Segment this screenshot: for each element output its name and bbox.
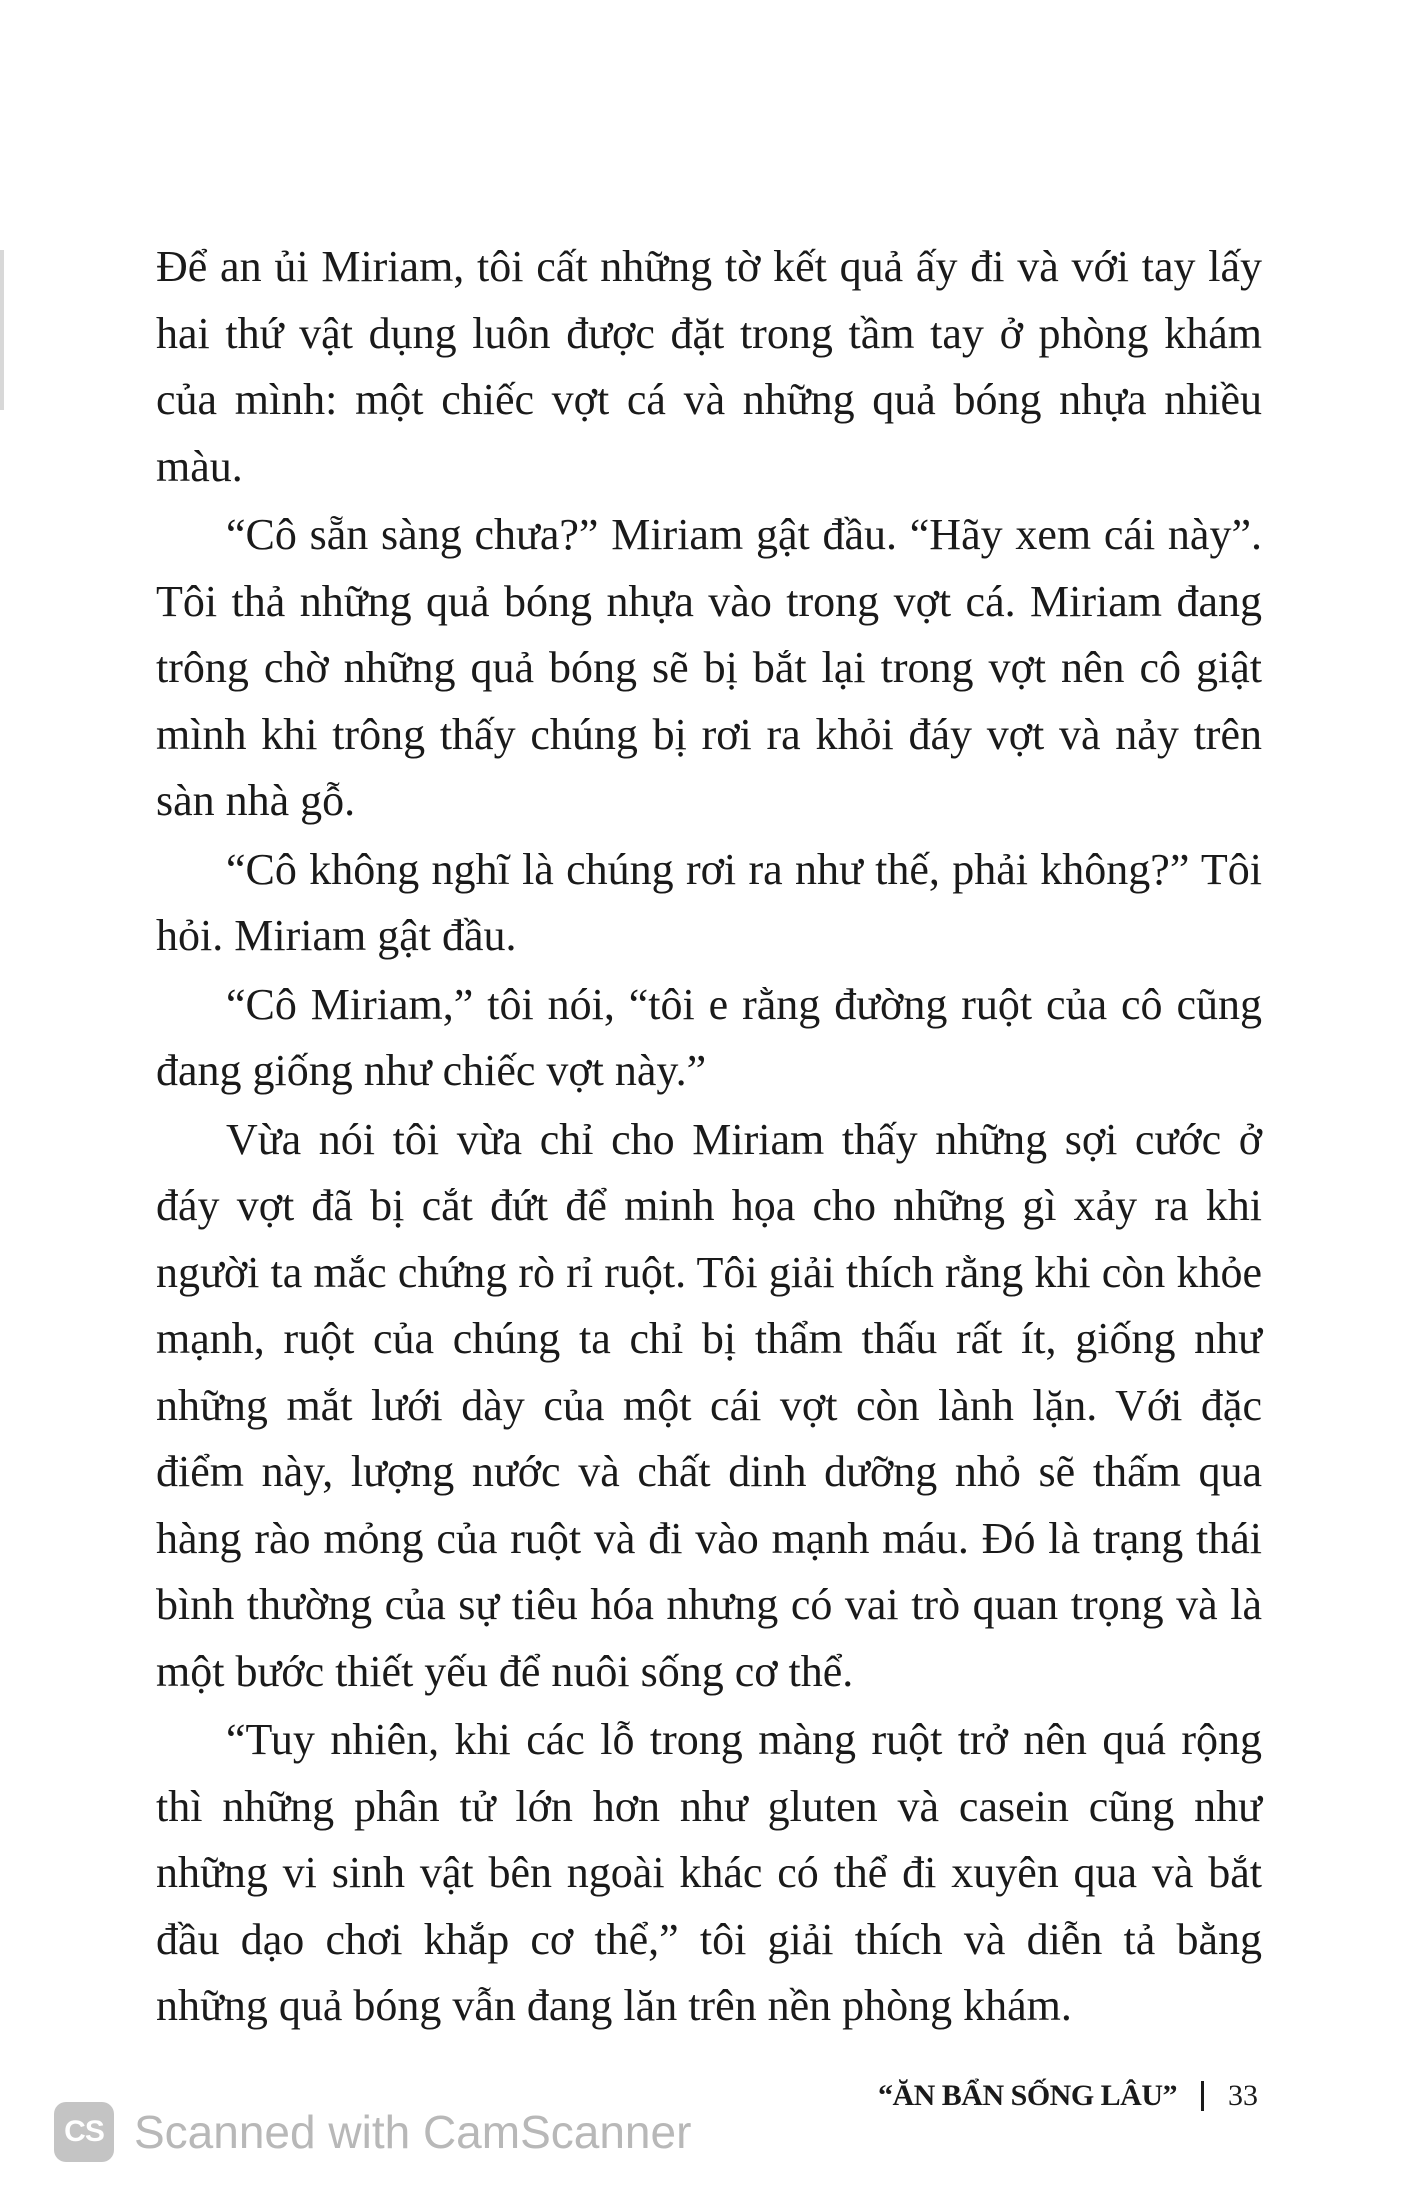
paragraph-2: “Cô sẵn sàng chưa?” Miriam gật đầu. “Hãy xem cái này”. Tôi thả những quả bóng nhựa vào trong vợt cá. Miriam đang trông chờ những quả bóng sẽ bị bắt lại trong vợt nên cô giật mình khi trông thấy chúng bị rơi ra khỏi đáy vợt và nảy trên sàn nhà gỗ. [156,510,1262,825]
camscanner-watermark [54,2096,691,2168]
paragraph-5: Vừa nói tôi vừa chỉ cho Miriam thấy những sợi cước ở đáy vợt đã bị cắt đứt để minh họa cho những gì xảy ra khi người ta mắc chứng rò rỉ ruột. Tôi giải thích rằng khi còn khỏe mạnh, ruột của chúng ta chỉ bị thẩm thấu rất ít, giống như những mắt lưới dày của một cái vợt còn lành lặn. Với đặc điểm này, lượng nước và chất dinh dưỡng nhỏ sẽ thấm qua hàng rào mỏng của ruột và đi vào mạnh máu. Đó là trạng thái bình thường của sự tiêu hóa nhưng có vai trò quan trọng và là một bước thiết yếu để nuôi sống cơ thể. [156,1114,1262,1696]
scan-edge-mark [0,250,4,410]
page-number: 33 [1228,2079,1258,2112]
paragraph-4: “Cô Miriam,” tôi nói, “tôi e rằng đường ruột của cô cũng đang giống như chiếc vợt này.” [156,979,1262,1095]
book-page-body [156,234,1262,2040]
page-footer [878,2072,1258,2120]
running-title: “ĂN BẨN SỐNG LÂU” [877,2079,1177,2112]
watermark-text: Scanned with CamScanner [134,2106,692,2158]
paragraph-3: “Cô không nghĩ là chúng rơi ra như thế, phải không?” Tôi hỏi. Miriam gật đầu. [156,844,1262,960]
camscanner-logo-icon: CS [54,2102,114,2162]
paragraph-6: “Tuy nhiên, khi các lỗ trong màng ruột trở nên quá rộng thì những phân tử lớn hơn như gluten và casein cũng như những vi sinh vật bên ngoài khác có thể đi xuyên qua và bắt đầu dạo chơi khắp cơ thể,” tôi giải thích và diễn tả bằng những quả bóng vẫn đang lăn trên nền phòng khám. [156,1715,1262,2030]
paragraph-1: Để an ủi Miriam, tôi cất những tờ kết quả ấy đi và với tay lấy hai thứ vật dụng luôn được đặt trong tầm tay ở phòng khám của mình: một chiếc vợt cá và những quả bóng nhựa nhiều màu. [156,242,1262,491]
footer-divider [1201,2081,1204,2111]
